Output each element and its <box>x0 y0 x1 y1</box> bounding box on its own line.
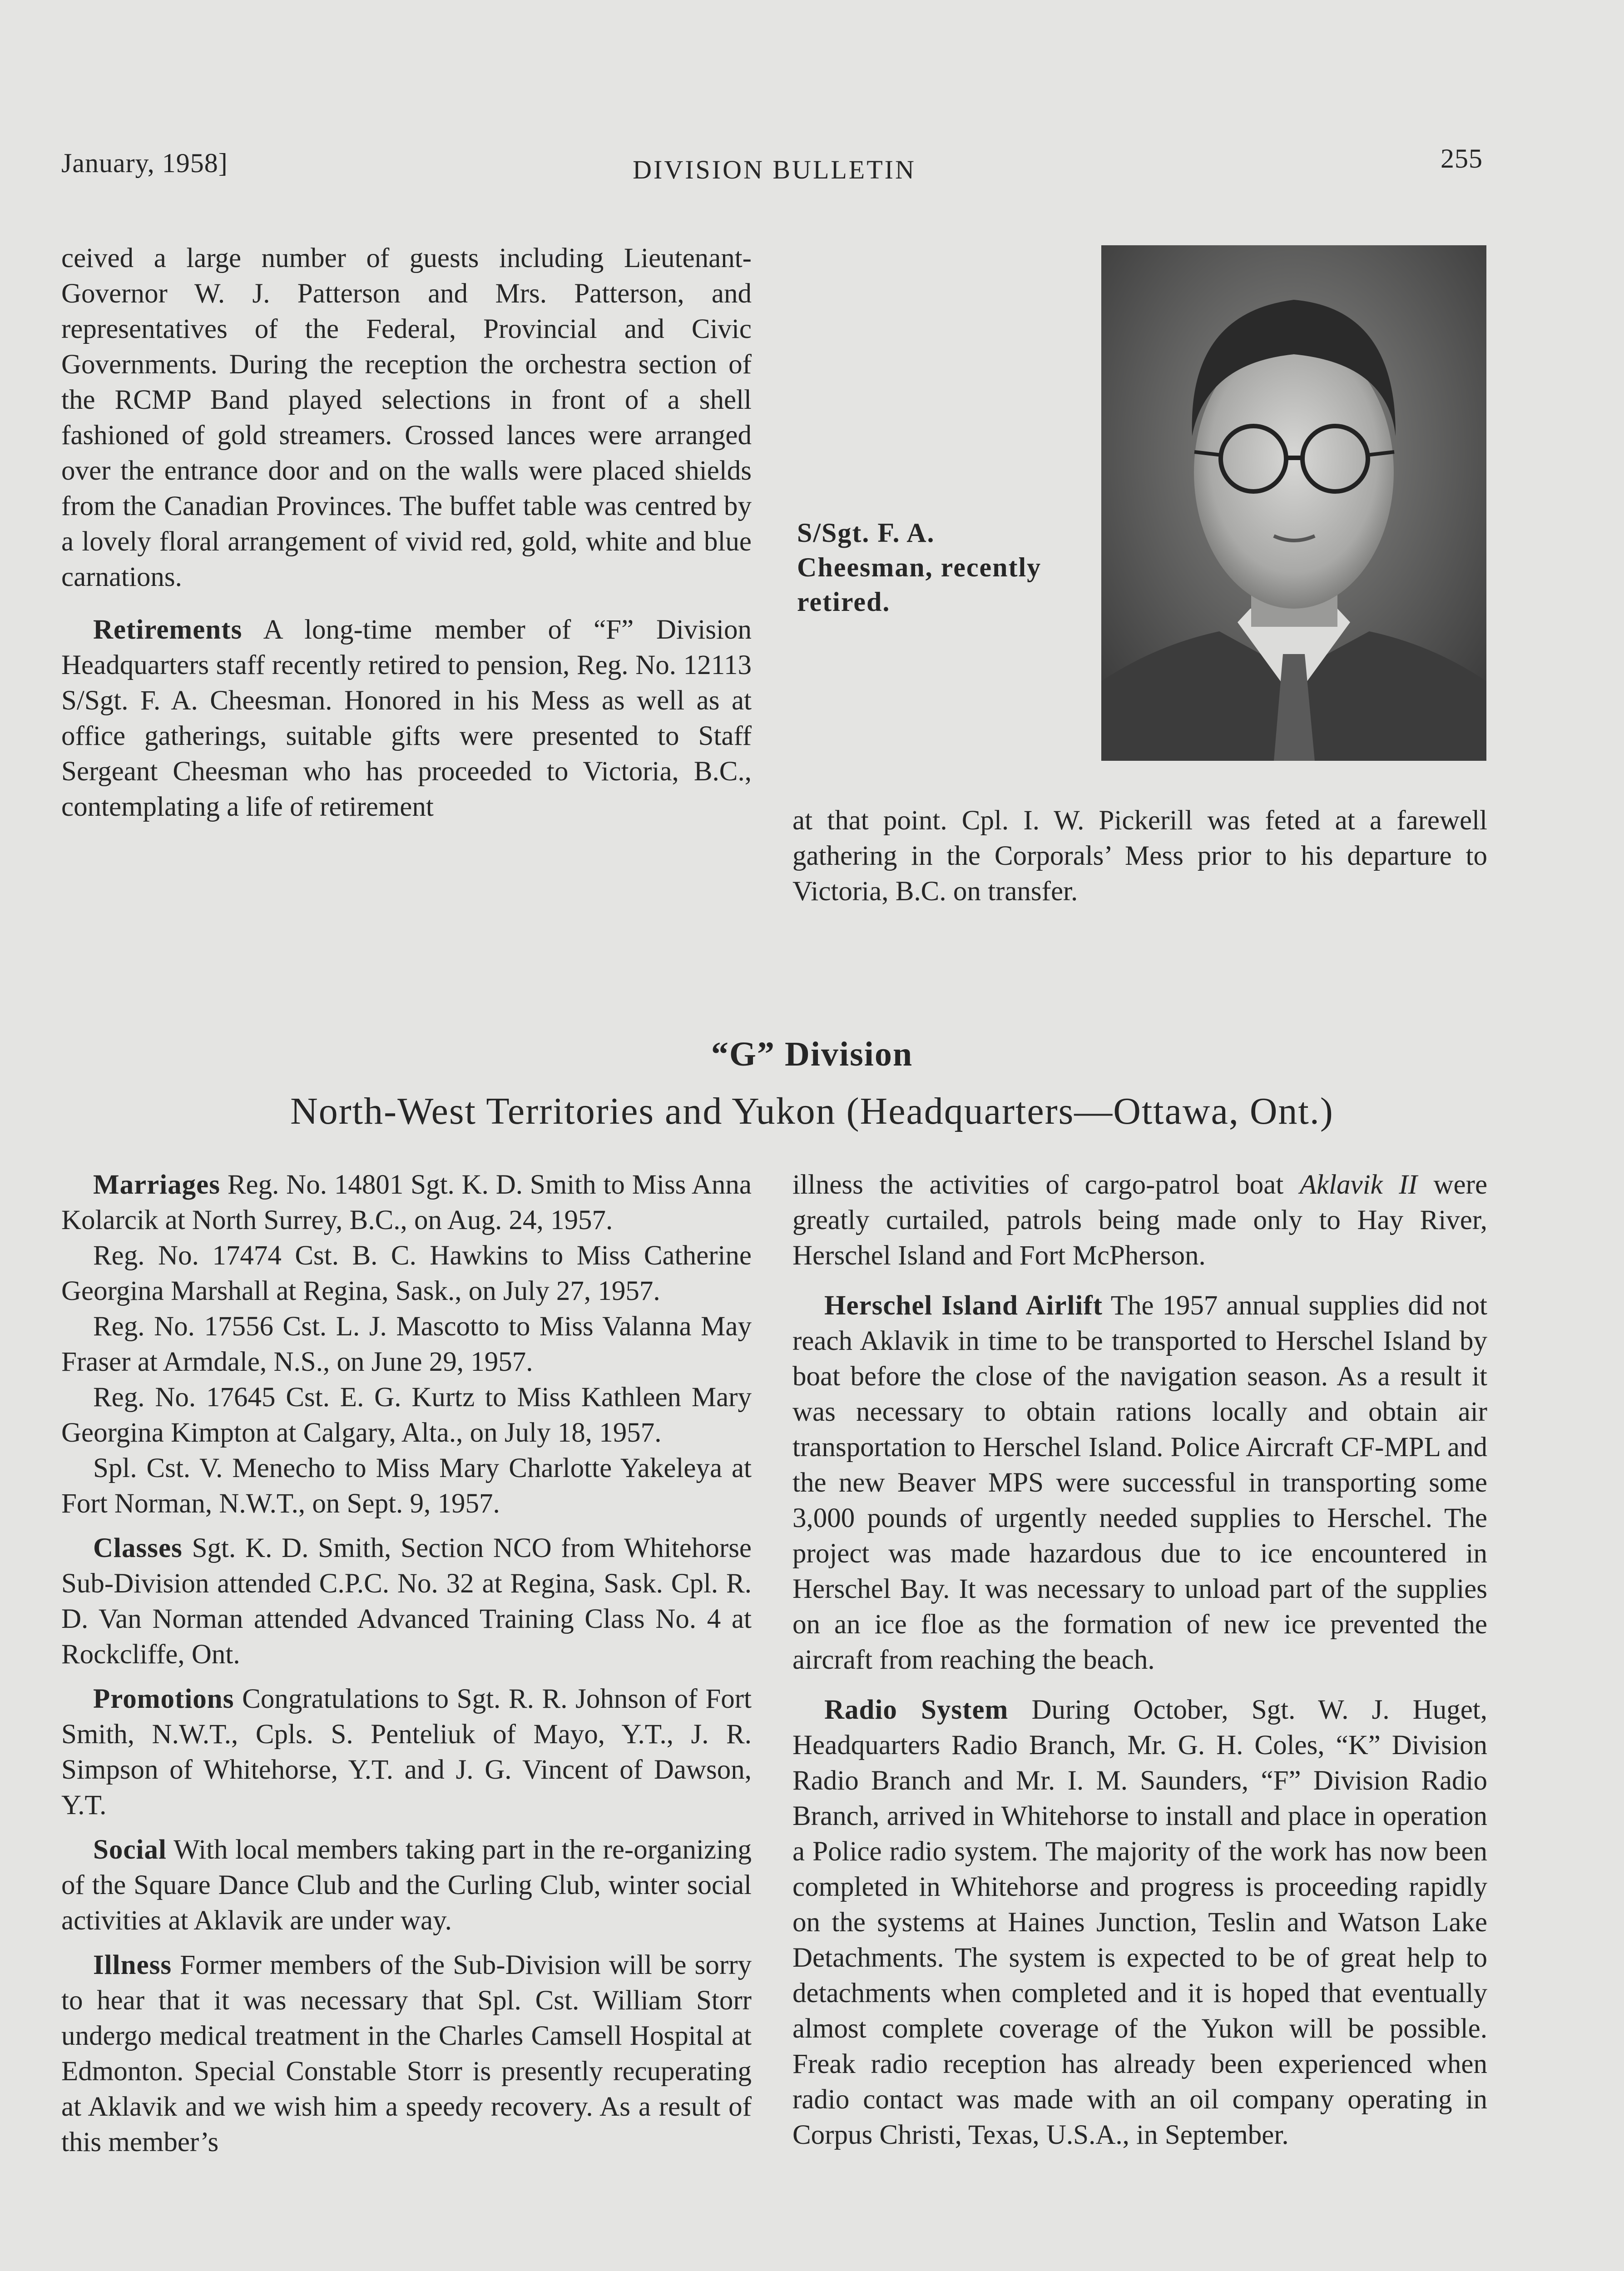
marriage-item: Reg. No. 17645 Cst. E. G. Kurtz to Miss Kathleen Mary Georgina Kimpton at Calgary, Alta., on July 18, 1957. <box>61 1382 752 1448</box>
pickerill-paragraph: at that point. Cpl. I. W. Pickerill was feted at a farewell gathering in the Corporals’ Mess prior to his departure to Victoria, B.C. on transfer. <box>792 805 1487 907</box>
lower-right-column <box>792 1167 1487 2153</box>
promotions-text: Congratulations to Sgt. R. R. Johnson of Fort Smith, N.W.T., Cpls. S. Penteliuk of Mayo, Y.T., J. R. Simpson of Whitehorse, Y.T. and J. G. Vincent of Dawson, Y.T. <box>61 1684 752 1820</box>
page-number: 255 <box>1441 144 1483 174</box>
photo-caption: S/Sgt. F. A. Cheesman, recently retired. <box>797 518 1042 617</box>
illness-paragraph <box>61 1948 752 2160</box>
reception-paragraph: ceived a large number of guests including Lieutenant-Governor W. J. Patterson and Mrs. Patterson, and representatives of the Federal, Provincial and Civic Governments. During the reception the orchestra section of the RCMP Band played selections in front of a shell fashioned of gold streamers. Crossed lances were arranged over the entrance door and on the walls were placed shields from the Canadian Provinces. The buffet table was centred by a lovely floral arrangement of vivid red, gold, white and blue carnations. <box>61 243 752 592</box>
classes-text: Sgt. K. D. Smith, Section NCO from Whitehorse Sub-Division attended C.P.C. No. 32 at Regina, Sask. Cpl. R. D. Van Norman attended Advanced Training Class No. 4 at Rockcliffe, Ont. <box>61 1533 752 1670</box>
portrait-photo <box>1101 245 1486 761</box>
publication-title: DIVISION BULLETIN <box>633 155 916 184</box>
radio-paragraph <box>792 1692 1487 2153</box>
radio-text: During October, Sgt. W. J. Huget, Headquarters Radio Branch, Mr. G. H. Coles, “K” Division Radio Branch and Mr. I. M. Saunders, “F” Division Radio Branch, arrived in Whitehorse to install and place in operation a Police radio system. The majority of the work has now been completed in Whitehorse and progress is proceeding rapidly on the systems at Haines Junction, Teslin and Watson Lake Detachments. The system is expected to be of great help to detachments when completed and it is hoped that eventually almost complete coverage of the Yukon will be possible. Freak radio reception has already been experienced when radio contact was made with an oil company operating in Corpus Christi, Texas, U.S.A., in September. <box>792 1695 1487 2150</box>
marriage-item: Spl. Cst. V. Menecho to Miss Mary Charlotte Yakeleya at Fort Norman, N.W.T., on Sept. 9, 1957. <box>61 1453 752 1519</box>
social-text: With local members taking part in the re-organizing of the Square Dance Club and the Curling Club, winter social activities at Aklavik are under way. <box>61 1835 752 1936</box>
boat-name: Aklavik II <box>1299 1170 1417 1200</box>
lower-left-column <box>61 1167 752 2160</box>
aklavik-paragraph <box>792 1167 1487 1274</box>
page-header <box>61 143 1487 193</box>
marriages-heading: Marriages <box>93 1170 220 1200</box>
promotions-paragraph <box>61 1681 752 1823</box>
marriage-item <box>61 1167 752 1238</box>
marriage-text: Reg. No. 14801 Sgt. K. D. Smith to Miss Anna Kolarcik at North Surrey, B.C., on Aug. 24, 1957. <box>61 1170 752 1235</box>
classes-heading: Classes <box>93 1533 183 1563</box>
illness-heading: Illness <box>93 1950 172 1980</box>
marriage-item: Reg. No. 17556 Cst. L. J. Mascotto to Miss Valanna May Fraser at Armdale, N.S., on June 29, 1957. <box>61 1311 752 1377</box>
aklavik-text-end: were greatly curtailed, patrols being made only to Hay River, Herschel Island and Fort McPherson. <box>792 1170 1488 1271</box>
top-left-column <box>61 241 752 825</box>
herschel-text: The 1957 annual supplies did not reach Aklavik in time to be transported to Herschel Island by boat before the close of the navigation season. As a result it was necessary to obtain rations locally and obtain air transportation to Herschel Island. Police Aircraft CF-MPL and the new Beaver MPS were successful in transporting some 3,000 pounds of urgently needed supplies to Herschel. The project was made hazardous due to ice encountered in Herschel Bay. It was necessary to unload part of the supplies on an ice floe as the formation of new ice prevented the aircraft from reaching the beach. <box>792 1290 1487 1675</box>
social-paragraph <box>61 1832 752 1939</box>
herschel-paragraph <box>792 1288 1487 1678</box>
radio-heading: Radio System <box>824 1695 1009 1725</box>
herschel-heading: Herschel Island Airlift <box>824 1290 1103 1321</box>
section-subtitle: North-West Territories and Yukon (Headquarters—Ottawa, Ont.) <box>290 1090 1334 1132</box>
issue-date: January, 1958] <box>61 148 228 178</box>
illness-text: Former members of the Sub-Division will be sorry to hear that it was necessary that Spl. Cst. William Storr undergo medical treatment in the Charles Camsell Hospital at Edmonton. Special Constable Storr is presently recuperating at Aklavik and we wish him a speedy recovery. As a result of this member’s <box>61 1950 752 2157</box>
promotions-heading: Promotions <box>93 1684 234 1714</box>
section-title: “G” Division <box>711 1035 913 1073</box>
retirements-paragraph <box>61 612 752 825</box>
portrait-image <box>1101 245 1486 761</box>
marriage-item: Reg. No. 17474 Cst. B. C. Hawkins to Miss Catherine Georgina Marshall at Regina, Sask., on July 27, 1957. <box>61 1240 752 1306</box>
aklavik-text-start: illness the activities of cargo-patrol boat <box>792 1170 1284 1200</box>
retirements-text: A long-time member of “F” Division Headquarters staff recently retired to pension, Reg. No. 12113 S/Sgt. F. A. Cheesman. Honored in his Mess as well as at office gatherings, suitable gifts were presented to Staff Sergeant Cheesman who has proceeded to Victoria, B.C., contemplating a life of retirement <box>61 615 752 822</box>
classes-paragraph <box>61 1531 752 1672</box>
top-right-column <box>792 803 1487 909</box>
social-heading: Social <box>93 1835 167 1865</box>
retirements-heading: Retirements <box>93 615 243 645</box>
